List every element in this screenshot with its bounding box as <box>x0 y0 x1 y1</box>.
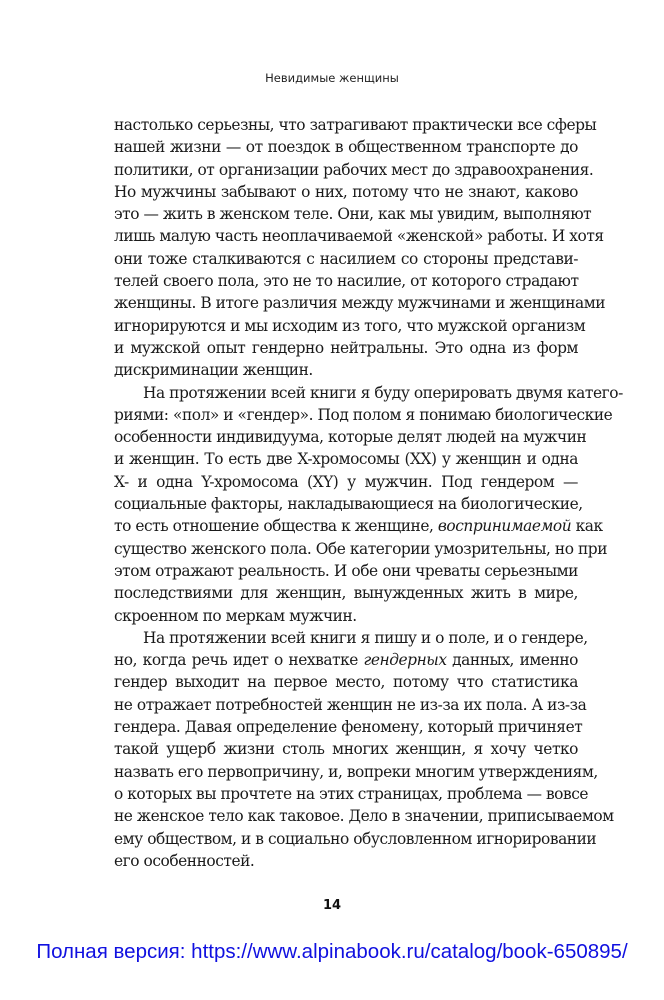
text-line: Но мужчины забывают о них, потому что не знают, каково <box>114 182 578 201</box>
text-line: они тоже сталкиваются с насилием со стороны представи- <box>114 249 578 268</box>
text-line: этом отражают реальность. И обе они чреваты серьезными <box>114 561 578 580</box>
text-line: не отражает потребностей женщин не из-за их пола. А из-за <box>114 695 587 714</box>
text-line: игнорируются и мы исходим из того, что мужской организм <box>114 316 586 335</box>
text-line: ему обществом, и в социально обусловленном игнорировании <box>114 829 597 848</box>
text-line: такой ущерб жизни столь многих женщин, я хочу четко <box>114 740 578 759</box>
text-line: На протяжении всей книги я пишу и о поле, и о гендере, <box>143 628 588 647</box>
text-line: социальные факторы, накладывающиеся на биологические, <box>114 495 583 514</box>
text-line: не женское тело как таковое. Дело в значении, приписываемом <box>114 807 614 826</box>
text-line: последствиями для женщин, вынужденных жить в мире, <box>114 584 578 603</box>
text-line: его особенностей. <box>114 851 255 870</box>
text-line: телей своего пола, это не то насилие, от которого страдают <box>114 272 579 291</box>
text-line: риями: «пол» и «гендер». Под полом я понимаю биологические <box>114 405 613 424</box>
text-line: лишь малую часть неоплачиваемой «женской» работы. И хотя <box>114 227 604 246</box>
text-line: гендер выходит на первое место, потому что статистика <box>114 673 578 692</box>
text-line: и мужской опыт гендерно нейтральны. Это одна из форм <box>114 338 578 357</box>
text-line: женщины. В итоге различия между мужчинами и женщинами <box>114 294 606 313</box>
text-segment: но, когда речь идет о нехватке <box>114 651 364 670</box>
text-segment: то есть отношение общества к женщине, <box>114 517 438 536</box>
italic-emphasis: гендерных <box>363 651 447 670</box>
text-segment: данных, именно <box>446 651 578 670</box>
paragraph <box>114 114 606 382</box>
text-line: и женщин. То есть две X-хромосомы (XX) у женщин и одна <box>114 450 578 469</box>
text-line: особенности индивидуума, которые делят людей на мужчин <box>114 428 587 447</box>
page-number: 14 <box>322 898 342 913</box>
text-segment: как <box>571 517 603 536</box>
text-line: о которых вы прочтете на этих страницах, проблема — вовсе <box>114 784 589 803</box>
text-line: дискриминации женщин. <box>114 361 313 380</box>
text-line: настолько серьезны, что затрагивают практически все сферы <box>114 116 597 134</box>
full-version-link[interactable]: Полная версия: https://www.alpinabook.ru/catalog/book-650895/ <box>36 940 628 963</box>
text-line: гендера. Давая определение феномену, который причиняет <box>114 718 583 737</box>
text-line <box>114 515 603 537</box>
text-line: существо женского пола. Обе категории умозрительны, но при <box>114 539 608 558</box>
text-line: нашей жизни — от поездок в общественном транспорте до <box>114 138 578 157</box>
text-line: назвать его первопричину, и, вопреки многим утверждениям, <box>114 762 598 781</box>
body-text <box>114 114 623 872</box>
paragraph <box>114 382 623 627</box>
text-line: политики, от организации рабочих мест до здравоохранения. <box>114 160 594 179</box>
text-line: скроенном по меркам мужчин. <box>114 606 357 625</box>
text-line <box>114 649 578 671</box>
text-line: На протяжении всей книги я буду оперировать двумя катего- <box>143 383 623 402</box>
text-line: X- и одна Y-хромосома (XY) у мужчин. Под гендером — <box>114 472 578 491</box>
italic-emphasis: воспринимаемой <box>437 517 572 536</box>
paragraph <box>114 627 614 872</box>
text-line: это — жить в женском теле. Они, как мы увидим, выполняют <box>114 205 592 224</box>
running-header: Невидимые женщины <box>265 71 399 85</box>
